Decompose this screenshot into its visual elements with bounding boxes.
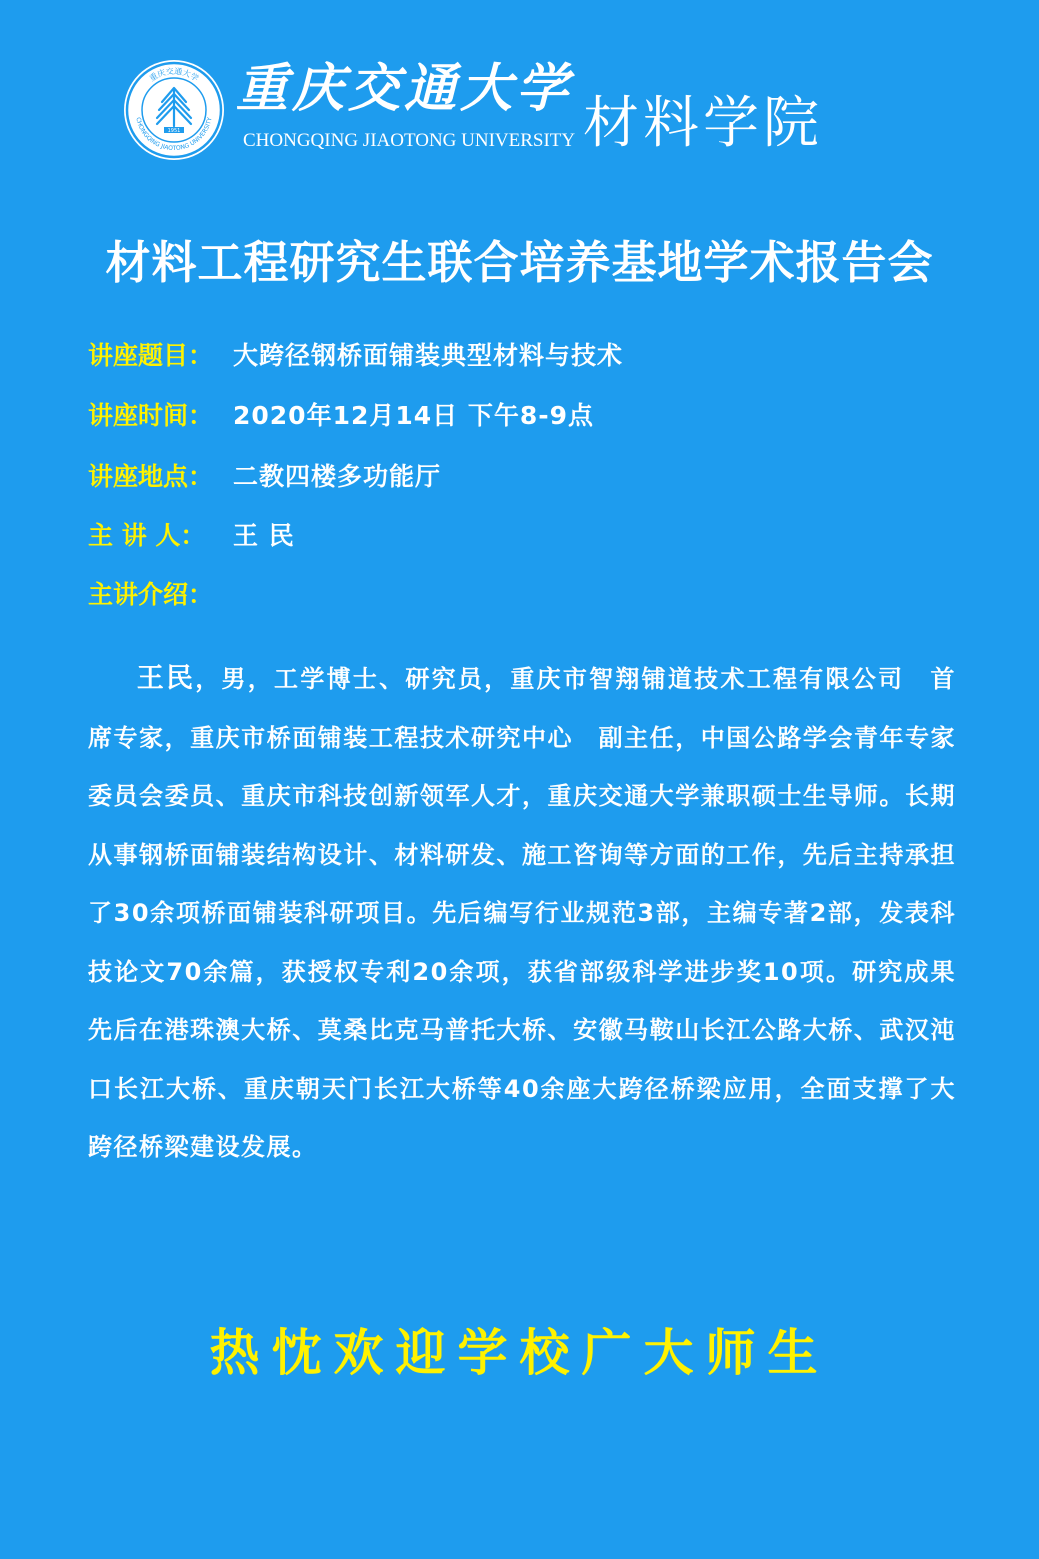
place-row [88,457,441,497]
seal-year: 1951 [167,128,181,134]
topic-label: 讲座题目： [88,341,214,370]
speaker-value: 王 民 [233,521,295,550]
bio-text: ，男，工学博士、研究员，重庆市智翔铺道技术工程有限公司 首席专家，重庆市桥面铺装工程技术研究中心 副主任，中国公路学会青年专家委员会委员、重庆市科技创新领军人才，重庆交通大学兼职硕士生导师。长期从事钢桥面铺装结构设计、材料研发、施工咨询等方面的工作，先后主持承担了30余项桥面铺装科研项目。先后编写行业规范3部，主编专著2部，发表科技论文70余篇，获授权专利20余项，获省部级科学进步奖10项。研究成果先后在港珠澳大桥、莫桑比克马普托大桥、安徽马鞍山长江公路大桥、武汉沌口长江大桥、重庆朝天门长江大桥等40余座大跨径桥梁应用，全面支撑了大跨径桥梁建设发展。 [88,665,957,1161]
topic-value: 大跨径钢桥面铺装典型材料与技术 [233,341,624,370]
speaker-bio [88,650,956,1177]
header [0,0,1039,190]
college-name: 材料学院 [583,91,823,156]
topic-row [88,336,623,376]
university-name-en: CHONGQING JIAOTONG UNIVERSITY [243,130,576,151]
seal-text-cn: 重庆交通大学 [147,66,201,84]
time-row [88,396,594,436]
time-label: 讲座时间： [88,401,214,430]
seal-text-en: CHONGQING JIAOTONG UNIVERSITY [134,116,214,153]
time-value: 2020年12月14日 下午8-9点 [233,401,595,430]
bio-name: 王民 [136,663,196,694]
intro-row [88,575,233,615]
intro-label: 主讲介绍： [88,580,214,609]
svg-text:重庆交通大学 [147,66,200,83]
university-name-cn: 重庆交通大学 [236,58,573,119]
university-seal-logo [124,60,224,160]
speaker-label: 主 讲 人： [88,521,206,550]
speaker-row [88,516,295,556]
place-value: 二教四楼多功能厅 [233,462,442,491]
welcome-banner: 热忱欢迎学校广大师生 [209,1324,830,1382]
place-label: 讲座地点： [88,462,214,491]
event-title: 材料工程研究生联合培养基地学术报告会 [105,236,934,289]
